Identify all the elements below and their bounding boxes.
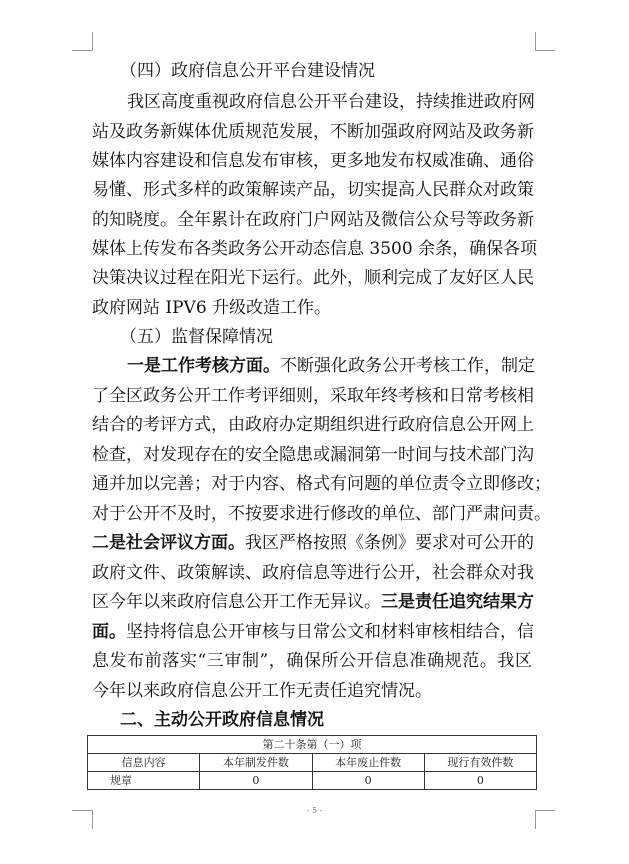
section5-para3-line-1 [92, 621, 532, 643]
section4-line-4: 易懂、形式多样的政策解读产品，切实提高人民群众对政策 [92, 180, 534, 200]
section5-para1-line-6: 对于公开不及时，不按要求进行修改的单位、部门严肃问责。 [92, 504, 551, 524]
section5-para3-line-2: 息发布前落实“三审制”，确保所公开信息准确规范。我区 [92, 651, 532, 671]
table-row [88, 772, 537, 790]
crop-mark-top-left-v [92, 32, 93, 51]
section4-line-1: 我区高度重视政府信息公开平台建设，持续推进政府网 [127, 92, 535, 112]
section5-para1-bold: 一是工作考核方面。 [127, 356, 280, 376]
crop-mark-top-right-h [535, 50, 555, 51]
page-number: - 5 - [306, 806, 323, 815]
table-cell: 0 [312, 772, 424, 790]
section4-line-6: 媒体上传发布各类政务公开动态信息 3500 余条，确保各项 [92, 239, 538, 259]
section2-heading: 二、主动公开政府信息情况 [120, 710, 324, 730]
table-header-cell: 信息内容 [88, 754, 200, 772]
table-caption-row [88, 736, 537, 754]
crop-mark-top-left-h [72, 50, 92, 51]
table-caption: 第二十条第（一）项 [88, 736, 537, 754]
section5-para3-line-3: 今年以来政府信息公开工作无责任追究情况。 [92, 681, 432, 701]
table-header-cell: 本年废止件数 [312, 754, 424, 772]
section5-para1-line-1 [127, 355, 535, 377]
section5-heading: （五）监督保障情况 [120, 327, 273, 347]
section4-line-7: 决策决议过程在阳光下运行。此外，顺利完成了友好区人民 [92, 268, 534, 288]
section4-line-8: 政府网站 IPV6 升级改造工作。 [92, 298, 332, 318]
section5-para1-line-3: 结合的考评方式，由政府办定期组织进行政府信息公开网上 [92, 415, 534, 435]
table-cell: 0 [424, 772, 536, 790]
section4-heading: （四）政府信息公开平台建设情况 [120, 61, 375, 81]
section5-para3-bold-end: 面。 [92, 622, 126, 642]
section5-para2-line-2: 政府文件、政策解读、政府信息等进行公开，社会群众对我 [92, 563, 534, 583]
section5-para2-text-end: 区今年以来政府信息公开工作无异议。 [92, 592, 381, 612]
crop-mark-top-right-v [535, 32, 536, 51]
section5-para2-bold: 二是社会评议方面。 [92, 533, 245, 553]
section5-para3-text: 坚持将信息公开审核与日常公文和材料审核相结合，信 [126, 622, 534, 642]
table-cell: 规章 [88, 772, 200, 790]
table-header-cell: 本年制发件数 [200, 754, 312, 772]
section5-para1-text: 不断强化政务公开考核工作，制定 [280, 356, 535, 376]
section4-line-2: 站及政务新媒体优质规范发展，不断加强政府网站及政务新 [92, 122, 534, 142]
section5-para1-line-4: 检查，对发现存在的安全隐患或漏洞第一时间与技术部门沟 [92, 445, 534, 465]
table-header-cell: 现行有效件数 [424, 754, 536, 772]
section5-para1-line-2: 了全区政务公开工作考评细则，采取年终考核和日常考核相 [92, 386, 534, 406]
section5-para2-line-1 [92, 532, 532, 554]
section5-para1-line-5: 通并加以完善；对于内容、格式有问题的单位责令立即修改； [92, 474, 551, 494]
section5-para2-line-3 [92, 591, 532, 613]
statistics-table [87, 735, 537, 790]
table-cell: 0 [200, 772, 312, 790]
table-header-row [88, 754, 537, 772]
section4-line-3: 媒体内容建设和信息发布审核，更多地发布权威准确、通俗 [92, 151, 534, 171]
section5-para3-bold-start: 三是责任追究结果方 [381, 592, 534, 612]
section4-line-5: 的知晓度。全年累计在政府门户网站及微信公众号等政务新 [92, 210, 534, 230]
section5-para2-text: 我区严格按照《条例》要求对可公开的 [245, 533, 534, 553]
